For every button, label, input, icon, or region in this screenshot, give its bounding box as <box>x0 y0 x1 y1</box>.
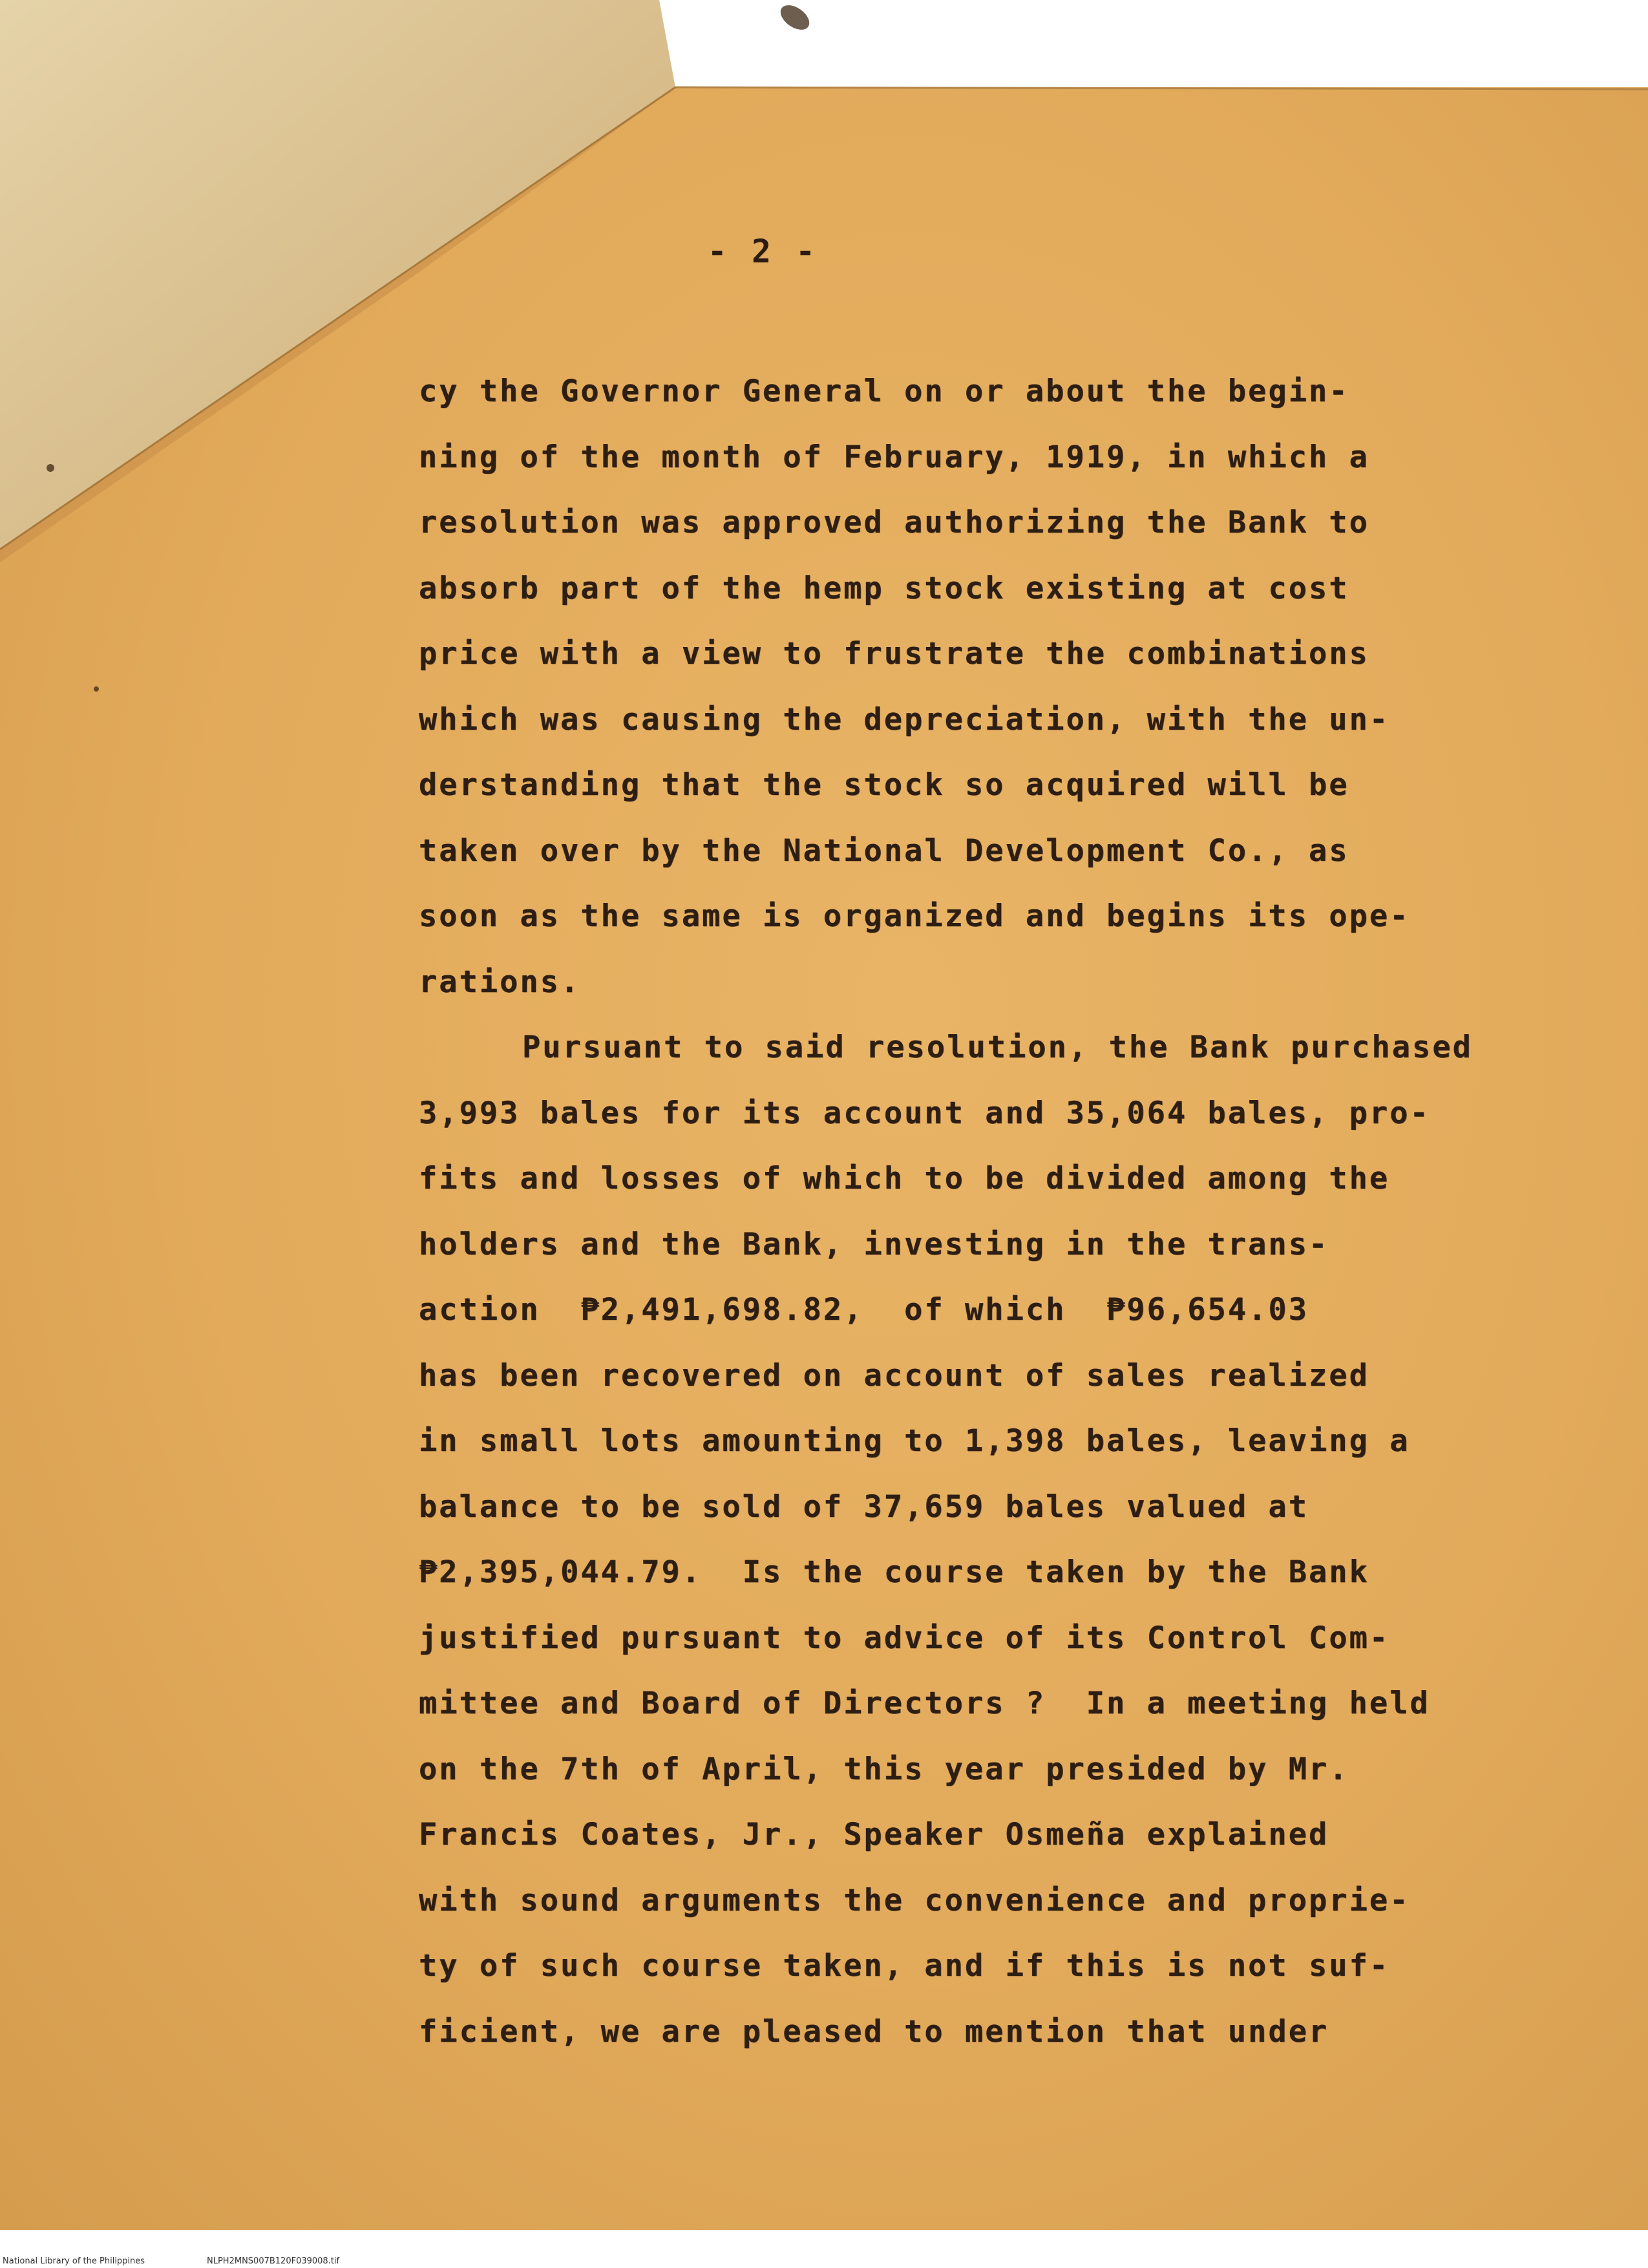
text-line: taken over by the National Development Co., as <box>419 832 1349 869</box>
page-number: - 2 - <box>707 233 818 270</box>
text-line: has been recovered on account of sales realized <box>419 1357 1369 1394</box>
text-line: ty of such course taken, and if this is not suf- <box>419 1948 1390 1984</box>
paragraph-start-line: Pursuant to said resolution, the Bank purchased <box>522 1030 1473 1065</box>
text-line: which was causing the depreciation, with the un- <box>419 701 1390 737</box>
text-line: in small lots amounting to 1,398 bales, leaving a <box>419 1423 1410 1459</box>
text-line: absorb part of the hemp stock existing at cost <box>419 570 1349 606</box>
scan-footer <box>0 2256 1648 2268</box>
text-line: holders and the Bank, investing in the trans- <box>419 1226 1329 1262</box>
text-line: ₱2,395,044.79. Is the course taken by the Bank <box>419 1554 1369 1590</box>
text-line: justified pursuant to advice of its Control Com- <box>419 1620 1390 1656</box>
text-line: balance to be sold of 37,659 bales valued at <box>419 1489 1309 1525</box>
text-line: on the 7th of April, this year presided by Mr. <box>419 1751 1349 1787</box>
text-line: resolution was approved authorizing the Bank to <box>419 505 1369 540</box>
typed-body-text <box>419 359 1479 2064</box>
text-line: soon as the same is organized and begins its ope- <box>419 898 1410 934</box>
text-line: action ₱2,491,698.82, of which ₱96,654.03 <box>419 1292 1309 1328</box>
file-identifier: NLPH2MNS007B120F039008.tif <box>207 2256 340 2266</box>
library-credit: National Library of the Philippines <box>3 2256 145 2266</box>
text-line: derstanding that the stock so acquired will be <box>419 767 1349 803</box>
text-line: mittee and Board of Directors ? In a meeting held <box>419 1686 1430 1721</box>
text-line: ficient, we are pleased to mention that under <box>419 2013 1329 2050</box>
text-line: Francis Coates, Jr., Speaker Osmeña explained <box>419 1817 1329 1852</box>
text-line: price with a view to frustrate the combinations <box>419 636 1369 672</box>
ink-dot <box>47 464 54 472</box>
text-line: rations. <box>419 964 581 1000</box>
text-line: fits and losses of which to be divided among the <box>419 1161 1390 1196</box>
text-line: with sound arguments the convenience and proprie- <box>419 1882 1410 1918</box>
text-line: 3,993 bales for its account and 35,064 bales, pro- <box>419 1095 1430 1131</box>
ink-dot <box>94 686 99 692</box>
text-line: ning of the month of February, 1919, in which a <box>419 439 1369 475</box>
text-line: cy the Governor General on or about the begin- <box>419 374 1349 409</box>
